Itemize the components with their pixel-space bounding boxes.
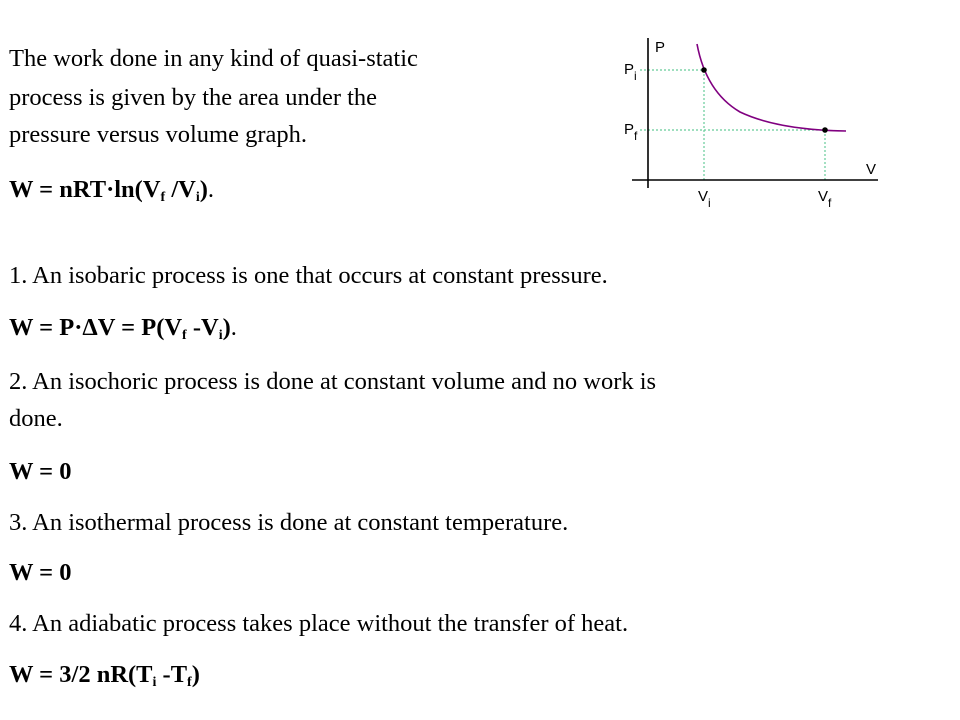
vf-label: $V_f$ xyxy=(818,188,832,210)
isochoric-description-line-2: done. xyxy=(9,405,63,432)
final-state-point xyxy=(822,127,828,133)
pv-curve xyxy=(697,44,846,131)
volume-axis-label: V xyxy=(866,161,877,178)
equation-isothermal-work: W = 0 xyxy=(9,559,72,586)
pv-diagram xyxy=(610,30,890,220)
equation-isochoric-work: W = 0 xyxy=(9,458,72,485)
vi-label: $V_i$ xyxy=(698,188,711,210)
adiabatic-description: 4. An adiabatic process takes place without the transfer of heat. xyxy=(9,610,629,637)
equation-isobaric-work: $W = P\cdot\Delta V = P(V_f$ $-V_i$). xyxy=(9,314,237,343)
isobaric-description: 1. An isobaric process is one that occurs at constant pressure. xyxy=(9,262,608,289)
isothermal-description: 3. An isothermal process is done at constant temperature. xyxy=(9,509,569,536)
equation-adiabatic-work: W = 3/2 $nR(T_i$ $-T_f$) xyxy=(9,661,200,690)
pressure-axis-label: P xyxy=(655,39,666,56)
initial-state-point xyxy=(701,67,707,73)
intro-line-1: The work done in any kind of quasi-static xyxy=(9,45,418,72)
intro-line-2: process is given by the area under the xyxy=(9,84,378,111)
isochoric-description-line-1: 2. An isochoric process is done at constant volume and no work is xyxy=(9,368,657,395)
pi-label: $P_i$ xyxy=(624,61,637,83)
intro-line-3: pressure versus volume graph. xyxy=(9,121,308,148)
pf-label: $P_f$ xyxy=(624,121,638,143)
equation-general-work: $W = nRT\cdot\ln(V_f$ $/V_i$). xyxy=(9,176,215,205)
